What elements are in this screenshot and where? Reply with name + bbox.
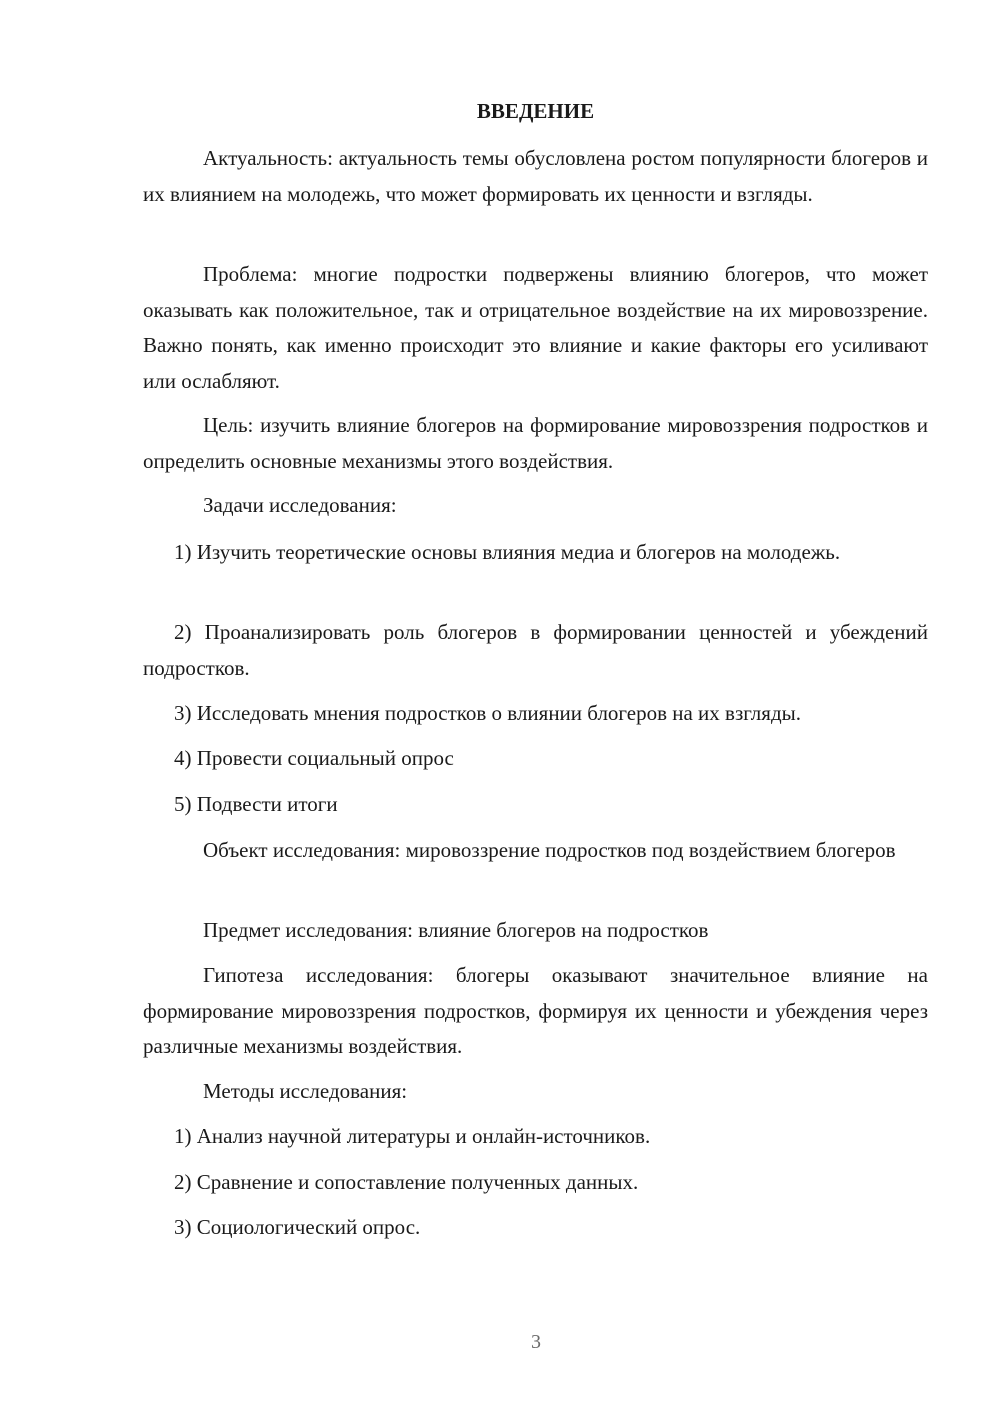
- task-item-3: 3) Исследовать мнения подростков о влиянии блогеров на их взгляды.: [174, 701, 801, 725]
- subject-paragraph: Предмет исследования: влияние блогеров на подростков: [203, 918, 709, 942]
- tasks-heading: Задачи исследования:: [203, 493, 397, 517]
- task-item-5: 5) Подвести итоги: [174, 792, 338, 816]
- task-item-1: 1) Изучить теоретические основы влияния медиа и блогеров на молодежь.: [174, 540, 841, 564]
- method-item-3: 3) Социологический опрос.: [174, 1215, 421, 1239]
- method-item-1: 1) Анализ научной литературы и онлайн-источников.: [174, 1124, 651, 1148]
- task-item-4: 4) Провести социальный опрос: [174, 746, 454, 770]
- page-number: 3: [531, 1331, 541, 1353]
- section-heading: ВВЕДЕНИЕ: [476, 99, 595, 123]
- problem-paragraph: Проблема: многие подростки подвержены влиянию блогеров, что может оказывать как положительное, так и отрицательное воздействие на их мировоззрение. Важно понять, как именно происходит это влияние и какие факторы его усиливают или ослабляют.: [143, 262, 928, 393]
- task-item-2: 2) Проанализировать роль блогеров в формировании ценностей и убеждений подростков.: [143, 620, 928, 680]
- method-item-2: 2) Сравнение и сопоставление полученных данных.: [174, 1170, 639, 1194]
- goal-paragraph: Цель: изучить влияние блогеров на формирование мировоззрения подростков и определить основные механизмы этого воздействия.: [143, 413, 928, 473]
- methods-heading: Методы исследования:: [203, 1079, 408, 1103]
- relevance-paragraph: Актуальность: актуальность темы обусловлена ростом популярности блогеров и их влиянием на молодежь, что может формировать их ценности и взгляды.: [143, 146, 928, 206]
- hypothesis-paragraph: Гипотеза исследования: блогеры оказывают значительное влияние на формирование мировоззрения подростков, формируя их ценности и убеждения через различные механизмы воздействия.: [143, 963, 928, 1058]
- object-paragraph: Объект исследования: мировоззрение подростков под воздействием блогеров: [203, 838, 896, 862]
